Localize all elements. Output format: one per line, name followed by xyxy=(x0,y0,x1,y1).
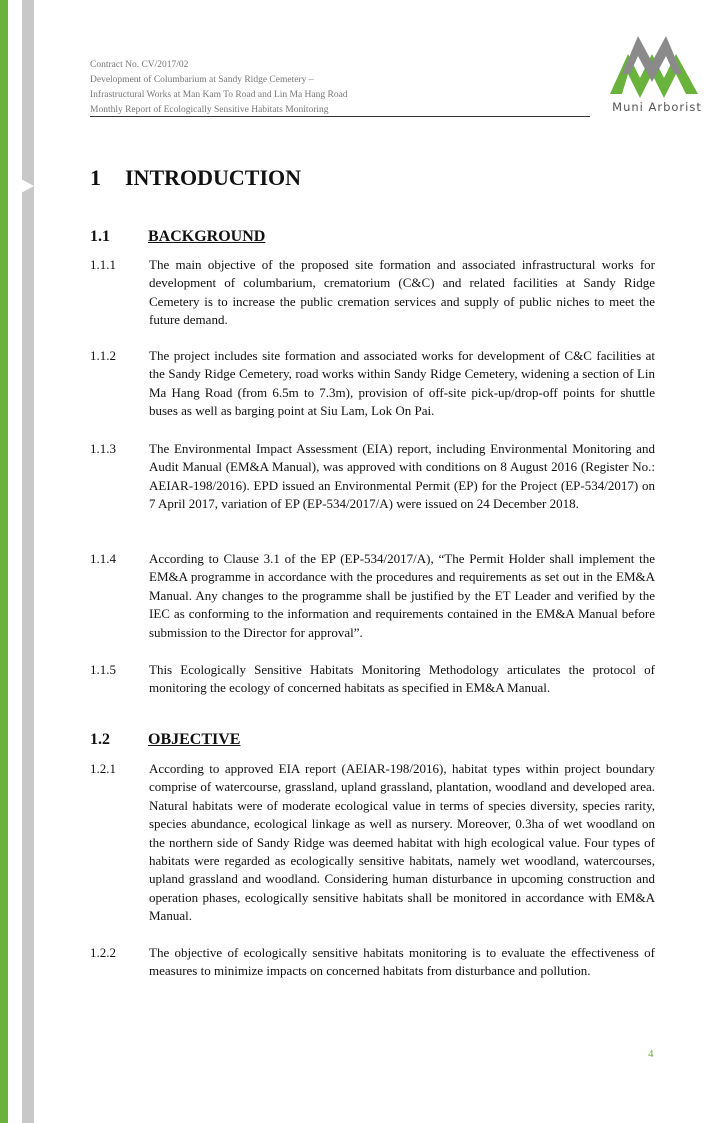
logo-mark-icon xyxy=(600,22,710,100)
section-number: 1.1 xyxy=(90,228,110,245)
paragraph-1-1-4 xyxy=(90,550,655,642)
chapter-arrow-marker xyxy=(8,172,34,200)
paragraph-1-1-3 xyxy=(90,440,655,514)
section-heading-background xyxy=(90,228,265,246)
section-number: 1.2 xyxy=(90,731,110,748)
header-project-line-2: Infrastructural Works at Man Kam To Road and Lin Ma Hang Road xyxy=(90,90,348,100)
chapter-number: 1 xyxy=(90,165,101,190)
paragraph-number: 1.1.4 xyxy=(90,551,116,566)
paragraph-1-1-2 xyxy=(90,347,655,421)
paragraph-1-2-2 xyxy=(90,944,655,981)
paragraph-text: According to approved EIA report (AEIAR-198/2016), habitat types within project boundary comprise of watercourse, grassland, upland grassland, plantation, woodland and developed area. Natural habitats were of moderate ecological value in terms of species diversity, species rarity, species abundance, ecological linkage as well as nursery. Moreover, 0.3ha of wet woodland on the northern side of Sandy Ridge was deemed habitat with high ecological value. Four types of habitats were regarded as ecologically sensitive habitats, namely wet woodland, watercourses, upland grassland and woodland. Considering human disturbance in upcoming construction and operation phases, ecologically sensitive habitats shall be monitored in accordance with EM&A Manual. xyxy=(149,761,655,924)
paragraph-number: 1.1.1 xyxy=(90,257,116,272)
header-rule xyxy=(90,116,590,117)
section-title: BACKGROUND xyxy=(148,228,266,245)
section-title: OBJECTIVE xyxy=(148,731,241,748)
left-gray-bar xyxy=(22,0,34,1123)
paragraph-text: According to Clause 3.1 of the EP (EP-534/2017/A), “The Permit Holder shall implement the EM&A programme in accordance with the procedures and requirements as set out in the EM&A Manual. Any changes to the programme shall be justified by the ET Leader and verified by the IEC as conforming to the information and requirements contained in the EM&A Manual before submission to the Director for approval”. xyxy=(149,551,655,640)
paragraph-text: The Environmental Impact Assessment (EIA) report, including Environmental Monitoring and Audit Manual (EM&A Manual), was approved with conditions on 8 August 2016 (Register No.: AEIAR-198/2016). EPD issued an Environmental Permit (EP) for the Project (EP-534/2017) on 7 April 2017, variation of EP (EP-534/2017/A) were issued on 24 December 2018. xyxy=(149,441,655,512)
header-project-line-1: Development of Columbarium at Sandy Ridge Cemetery – xyxy=(90,75,314,85)
header-report-title: Monthly Report of Ecologically Sensitive Habitats Monitoring xyxy=(90,105,329,115)
left-green-bar xyxy=(0,0,8,1123)
chapter-heading xyxy=(90,165,301,191)
paragraph-1-2-1 xyxy=(90,760,655,926)
paragraph-number: 1.2.2 xyxy=(90,945,116,960)
page-header xyxy=(90,58,590,118)
paragraph-number: 1.1.3 xyxy=(90,441,116,456)
paragraph-1-1-5 xyxy=(90,661,655,698)
paragraph-text: The project includes site formation and associated works for development of C&C facilities at the Sandy Ridge Cemetery, road works within Sandy Ridge Cemetery, widening a section of Lin Ma Hang Road (from 6.5m to 7.3m), provision of off-site pick-up/drop-off points for shuttle buses as well as barging point at Siu Lam, Lok On Pai. xyxy=(149,348,655,419)
chapter-title: INTRODUCTION xyxy=(125,165,302,190)
logo-text: Muni Arborist xyxy=(612,100,702,114)
section-heading-objective xyxy=(90,731,240,749)
paragraph-text: This Ecologically Sensitive Habitats Monitoring Methodology articulates the protocol of monitoring the ecology of concerned habitats as specified in EM&A Manual. xyxy=(149,662,655,696)
page-number: 4 xyxy=(648,1048,654,1060)
paragraph-number: 1.2.1 xyxy=(90,761,116,776)
paragraph-number: 1.1.5 xyxy=(90,662,116,677)
paragraph-text: The main objective of the proposed site formation and associated infrastructural works for development of columbarium, crematorium (C&C) and related facilities at Sandy Ridge Cemetery is to increase the public cremation services and supply of public niches to meet the future demand. xyxy=(149,257,655,328)
company-logo xyxy=(600,22,710,118)
paragraph-number: 1.1.2 xyxy=(90,348,116,363)
paragraph-1-1-1 xyxy=(90,256,655,330)
header-contract-no: Contract No. CV/2017/02 xyxy=(90,60,189,70)
paragraph-text: The objective of ecologically sensitive habitats monitoring is to evaluate the effectiveness of measures to minimize impacts on concerned habitats from disturbance and pollution. xyxy=(149,945,655,979)
